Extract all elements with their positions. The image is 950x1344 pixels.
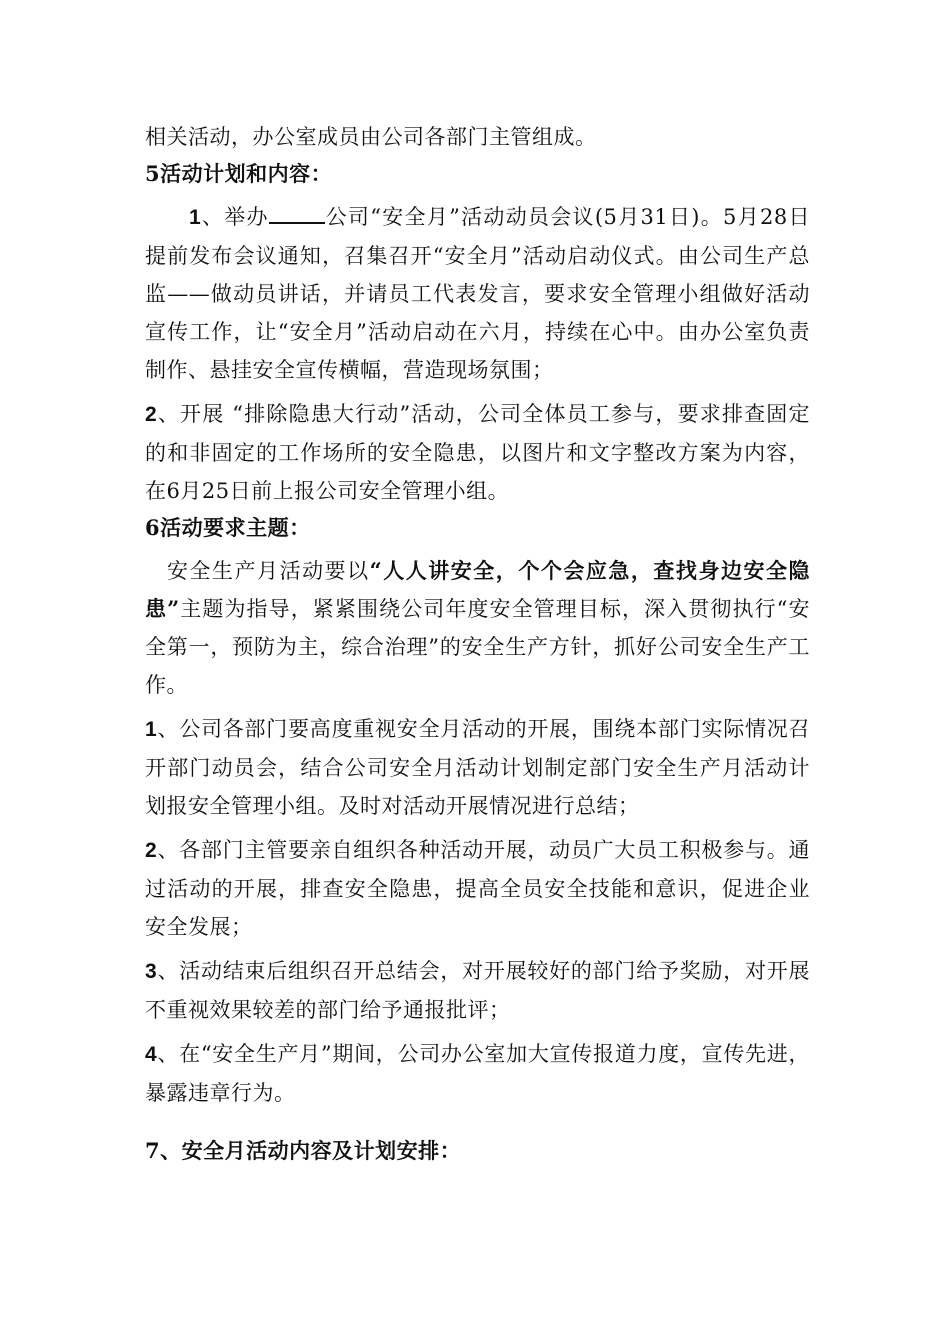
plan-item-1-pre: 、举办 (201, 205, 269, 229)
section-7-heading: 7、安全月活动内容及计划安排： (145, 1138, 462, 1163)
requirement-3-number: 3 (145, 960, 158, 983)
plan-item-2 (145, 395, 810, 510)
fill-blank (269, 202, 325, 224)
section-5-heading: 5活动计划和内容： (145, 161, 333, 186)
requirement-3-text: 、活动结束后组织召开总结会，对开展较好的部门给予奖励，对开展不重视效果较差的部门给予通报批评； (145, 959, 810, 1022)
requirement-2-text: 、各部门主管要亲自组织各种活动开展，动员广大员工积极参与。通过活动的开展，排查安全隐患，提高全员安全技能和意识，促进企业安全发展； (145, 838, 810, 939)
theme-slogan: “人人讲安全，个个会应急，查找身边安全隐患” (145, 558, 811, 621)
section-6-heading: 6活动要求主题： (145, 515, 311, 540)
requirement-1-text: 、公司各部门要高度重视安全月活动的开展，围绕本部门实际情况召开部门动员会，结合公司安全月活动计划制定部门安全生产月活动计划报安全管理小组。及时对活动开展情况进行总结； (145, 717, 810, 818)
requirement-1-number: 1 (145, 718, 158, 741)
requirement-2-number: 2 (145, 839, 158, 862)
plan-item-2-number: 2 (145, 403, 158, 426)
plan-item-1 (145, 198, 810, 389)
document-body (145, 118, 810, 1170)
requirement-3 (145, 952, 810, 1029)
plan-item-2-text: 、开展 “排除隐患大行动”活动，公司全体员工参与，要求排查固定的和非固定的工作场所的安全隐患，以图片和文字整改方案为内容，在6月25日前上报公司安全管理小组。 (145, 402, 810, 503)
theme-paragraph (145, 552, 810, 704)
requirement-4-number: 4 (145, 1043, 158, 1066)
intro-paragraph: 相关活动，办公室成员由公司各部门主管组成。 (145, 125, 597, 149)
requirement-4-text: 、在“安全生产月”期间，公司办公室加大宣传报道力度，宣传先进，暴露违章行为。 (145, 1042, 810, 1105)
theme-post: 主题为指导，紧紧围绕公司年度安全管理目标，深入贯彻执行“安全第一，预防为主，综合治理”的安全生产方针，抓好公司安全生产工作。 (145, 597, 810, 697)
plan-item-1-number: 1 (189, 206, 202, 229)
requirement-1 (145, 710, 810, 825)
requirement-2 (145, 831, 810, 946)
plan-item-1-text: 公司“安全月”活动动员会议(5月31日)。5月28日提前发布会议通知，召集召开“安全月”活动启动仪式。由公司生产总监——做动员讲话，并请员工代表发言，要求安全管理小组做好活动宣传工作，让“安全月”活动启动在六月，持续在心中。由办公室负责制作、悬挂安全宣传横幅，营造现场氛围； (145, 205, 810, 382)
requirement-4 (145, 1035, 810, 1112)
theme-pre: 安全生产月活动要以 (167, 559, 370, 583)
